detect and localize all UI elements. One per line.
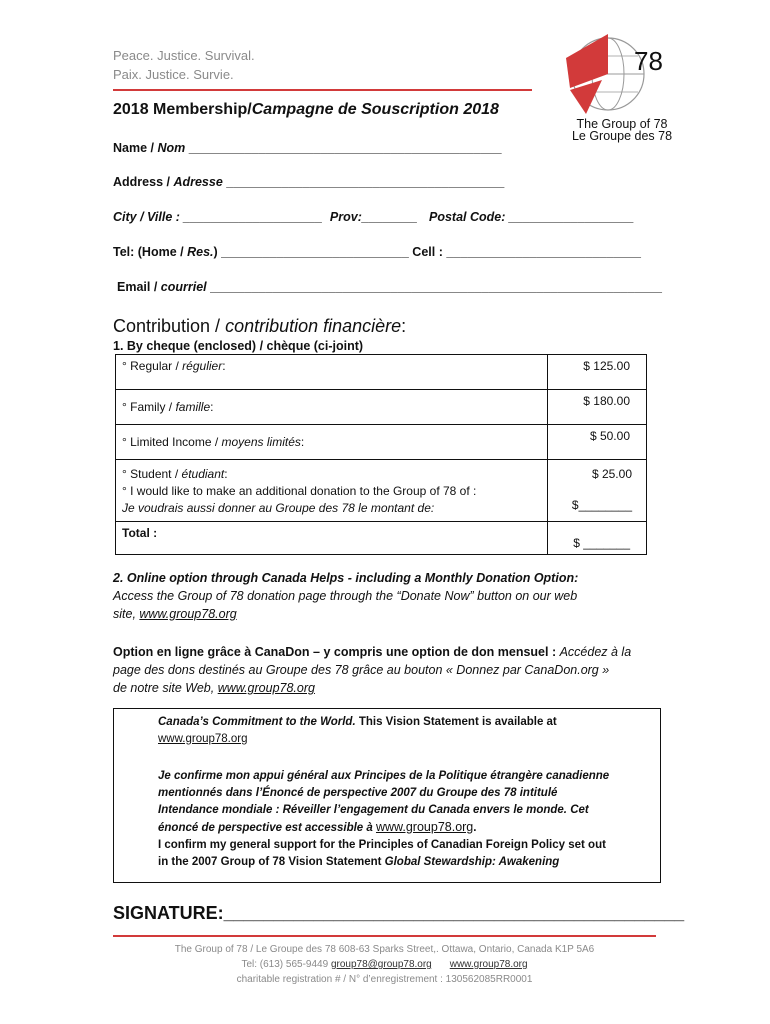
online-desc-end: site, (113, 607, 140, 621)
vision-availability: This Vision Statement is available at (355, 716, 557, 728)
table-row (116, 522, 647, 555)
total-amount-blank[interactable]: $ _______ (548, 522, 647, 555)
tel-label-res: Res. (187, 245, 214, 259)
tagline (113, 46, 255, 84)
tier-limited-income[interactable]: ° Limited Income / moyens limités: (116, 425, 548, 460)
tier-regular-amount: $ 125.00 (548, 355, 647, 390)
online-heading: 2. Online option through Canada Helps - including a Monthly Donation Option: (113, 571, 579, 585)
prov-field[interactable]: Prov:________ (329, 210, 418, 224)
email-label-fr: courriel (160, 280, 207, 294)
email-field[interactable] (117, 280, 662, 294)
footer-web-link[interactable]: www.group78.org (449, 959, 528, 970)
page-title (113, 101, 499, 119)
table-row (116, 355, 647, 390)
vision-intro (158, 714, 638, 748)
contribution-heading-en: Contribution / (113, 316, 226, 336)
website-link-fr[interactable]: www.group78.org (217, 681, 315, 695)
signature-field[interactable]: SIGNATURE:______________________________________________ (113, 903, 685, 923)
name-label-fr: Nom (157, 141, 186, 155)
vision-link[interactable]: www.group78.org (158, 733, 248, 745)
additional-donation[interactable]: ° I would like to make an additional donation to the Group of 78 of : (122, 484, 477, 498)
email-blank[interactable]: _________________________________________________________________ (210, 280, 662, 294)
address-blank[interactable]: ________________________________________ (226, 175, 505, 189)
online-desc: Access the Group of 78 donation page through the “Donate Now” button on our web (113, 589, 578, 603)
vision-fr-link[interactable]: www.group78.org (375, 820, 474, 834)
tagline-en: Peace. Justice. Survival. (113, 48, 255, 63)
footer-tel: Tel: (613) 565-9449 (241, 959, 331, 970)
footer-contact (113, 959, 656, 970)
footer-email-link[interactable]: group78@group78.org (330, 959, 432, 970)
by-cheque-heading: 1. By cheque (enclosed) / chèque (ci-joint) (113, 339, 364, 353)
contribution-heading-fr: contribution financière (225, 316, 402, 336)
tel-cell-blanks[interactable]: ) ___________________________ Cell : ____________________________ (213, 245, 641, 259)
table-row (116, 390, 647, 425)
tel-label: Tel: (Home / (113, 245, 188, 259)
online-fr-desc1: Accédez à la (559, 645, 632, 659)
header-divider (113, 89, 532, 91)
vision-en-line1: I confirm my general support for the Principles of Canadian Foreign Policy set out (158, 839, 606, 851)
tier-student-amounts (548, 460, 647, 522)
online-fr-desc3: de notre site Web, (113, 681, 218, 695)
address-field[interactable] (113, 175, 504, 189)
logo-number: 78 (634, 46, 663, 76)
tel-cell-row[interactable] (113, 245, 641, 259)
tier-family[interactable]: ° Family / famille: (116, 390, 548, 425)
additional-donation-fr: Je voudrais aussi donner au Groupe des 78 le montant de: (122, 501, 435, 515)
city-prov-postal-row[interactable] (113, 210, 634, 224)
tier-student[interactable]: ° Student / étudiant: (122, 467, 228, 481)
online-option-fr (113, 643, 631, 697)
name-field[interactable] (113, 141, 502, 155)
vision-title: Canada’s Commitment to the World. (158, 716, 356, 728)
footer-address: The Group of 78 / Le Groupe des 78 608-63 Sparks Street,. Ottawa, Ontario, Canada K1P 5A6 (174, 944, 595, 955)
contribution-heading (113, 316, 406, 337)
tier-student-amount: $ 25.00 (591, 467, 632, 481)
vision-en-line2: in the 2007 Group of 78 Vision Statement (158, 856, 385, 868)
online-fr-heading: Option en ligne grâce à CanaDon – y compris une option de don mensuel : (113, 645, 560, 659)
additional-amount-blank[interactable]: $________ (571, 498, 632, 512)
online-fr-desc2: page des dons destinés au Groupe des 78 grâce au bouton « Donnez par CanaDon.org » (113, 663, 610, 677)
postal-field[interactable]: Postal Code: __________________ (428, 210, 634, 224)
vision-confirmation (158, 768, 638, 871)
title-italic: Campagne de Souscription 2018 (251, 101, 499, 118)
table-row (116, 425, 647, 460)
footer-divider (113, 935, 656, 937)
membership-tiers-table (115, 354, 647, 555)
title-plain: 2018 Membership/ (113, 101, 252, 118)
city-field[interactable]: City / Ville : ____________________ (113, 210, 323, 224)
online-option (113, 569, 578, 623)
footer-charity: charitable registration # / N° d’enregistrement : 130562085RR0001 (236, 974, 533, 985)
tier-family-amount: $ 180.00 (548, 390, 647, 425)
address-label-fr: Adresse (173, 175, 223, 189)
name-blank[interactable]: _____________________________________________ (188, 141, 502, 155)
logo-line-fr: Le Groupe des 78 (571, 129, 673, 143)
contribution-heading-colon: : (401, 316, 407, 336)
table-row (116, 460, 647, 522)
tier-student-and-additional[interactable] (116, 460, 548, 522)
total-label: Total : (116, 522, 548, 555)
tier-limited-income-amount: $ 50.00 (548, 425, 647, 460)
tagline-fr: Paix. Justice. Survie. (113, 67, 234, 82)
vision-fr-period: . (473, 822, 477, 834)
address-label: Address / (113, 175, 174, 189)
email-label: Email / (117, 280, 161, 294)
vision-fr-line3: Intendance mondiale : Réveiller l’engagement du Canada envers le monde. Cet (158, 804, 589, 816)
vision-fr-line4: énoncé de perspective est accessible à (158, 822, 376, 834)
logo-text (566, 118, 678, 142)
logo-line-en: The Group of 78 (576, 117, 668, 131)
tier-regular[interactable]: ° Regular / régulier: (116, 355, 548, 390)
vision-fr-line2: mentionnés dans l’Énoncé de perspective 2007 du Groupe des 78 intitulé (158, 787, 558, 799)
name-label: Name / (113, 141, 158, 155)
vision-en-title: Global Stewardship: Awakening (384, 856, 560, 868)
vision-fr-line1: Je confirme mon appui général aux Principes de la Politique étrangère canadienne (158, 770, 610, 782)
website-link[interactable]: www.group78.org (139, 607, 237, 621)
